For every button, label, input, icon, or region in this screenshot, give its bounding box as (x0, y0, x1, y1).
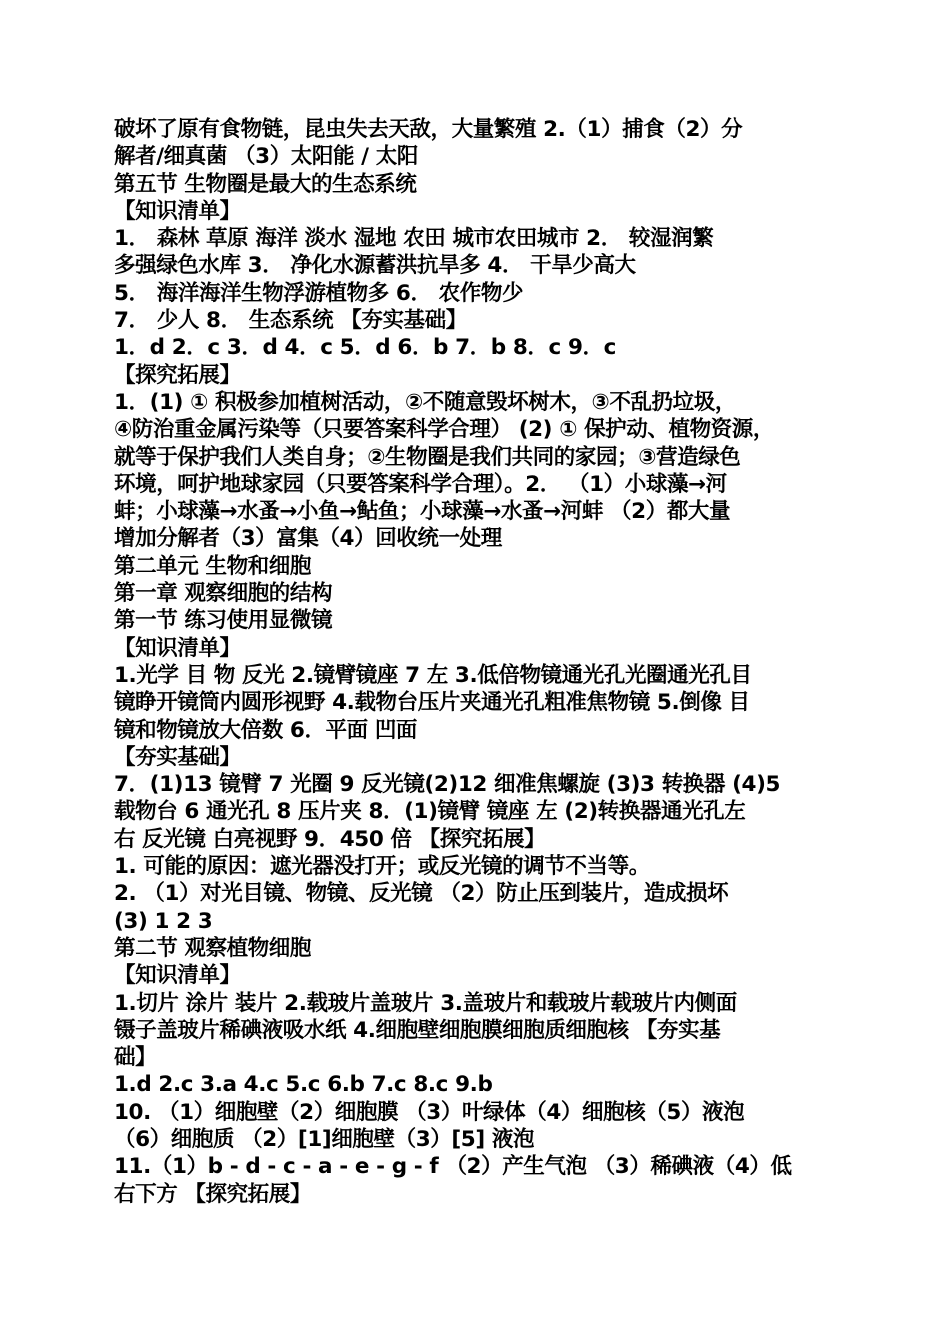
unit-heading: 第二单元 生物和细胞 (114, 553, 311, 579)
text-line: 环境，呵护地球家园（只要答案科学合理）。2． （1）小球藻→河 (114, 471, 727, 497)
section-heading: 第一节 练习使用显微镜 (114, 608, 333, 634)
text-line: 7．(1)13 镜臂 7 光圈 9 反光镜(2)12 细准焦螺旋 (3)3 转换器 (4)5 (114, 772, 781, 798)
text-line: 载物台 6 通光孔 8 压片夹 8．(1)镜臂 镜座 左 (2)转换器通光孔左 (114, 799, 746, 825)
text-line: 5． 海洋海洋生物浮游植物多 6． 农作物少 (114, 280, 524, 306)
text-line: 镜睁开镜筒内圆形视野 4.载物台压片夹通光孔粗准焦物镜 5.倒像 目 (114, 690, 750, 716)
text-line: 1．d 2．c 3．d 4．c 5．d 6．b 7．b 8．c 9．c (114, 335, 616, 361)
text-line: 1. 可能的原因：遮光器没打开；或反光镜的调节不当等。 (114, 854, 650, 880)
text-line: (3) 1 2 3 (114, 908, 213, 934)
subsection-heading: 【探究拓展】 (114, 362, 241, 388)
subsection-heading: 【知识清单】 (114, 635, 241, 661)
text-line: 1． 森林 草原 海洋 淡水 湿地 农田 城市农田城市 2． 较湿润繁 (114, 226, 714, 252)
text-line: 11.（1）b - d - c - a - e - g - f （2）产生气泡 （3）稀碘液（4）低 (114, 1154, 792, 1180)
section-heading: 第五节 生物圈是最大的生态系统 (114, 171, 417, 197)
text-line: 解者/细真菌 （3）太阳能 / 太阳 (114, 144, 418, 170)
text-line: 7． 少人 8． 生态系统 【夯实基础】 (114, 308, 467, 334)
text-line: 镊子盖玻片稀碘液吸水纸 4.细胞壁细胞膜细胞质细胞核 【夯实基 (114, 1017, 721, 1043)
chapter-heading: 第一章 观察细胞的结构 (114, 581, 333, 607)
text-line: 多强绿色水库 3． 净化水源蓄洪抗旱多 4． 干旱少高大 (114, 253, 636, 279)
answer-page (114, 116, 844, 1208)
text-line: 镜和物镜放大倍数 6．平面 凹面 (114, 717, 418, 743)
text-line: 10. （1）细胞壁（2）细胞膜 （3）叶绿体（4）细胞核（5）液泡 (114, 1099, 745, 1125)
text-line: 蚌；小球藻→水蚤→小鱼→鲇鱼；小球藻→水蚤→河蚌 （2）都大量 (114, 499, 731, 525)
subsection-heading: 【知识清单】 (114, 963, 241, 989)
text-line: 1.光学 目 物 反光 2.镜臂镜座 7 左 3.低倍物镜通光孔光圈通光孔目 (114, 662, 752, 688)
text-line: 2. （1）对光目镜、物镜、反光镜 （2）防止压到装片，造成损坏 (114, 881, 729, 907)
text-line: 1.切片 涂片 装片 2.载玻片盖玻片 3.盖玻片和载玻片载玻片内侧面 (114, 990, 737, 1016)
text-line: 增加分解者（3）富集（4）回收统一处理 (114, 526, 502, 552)
text-line: 右下方 【探究拓展】 (114, 1181, 311, 1207)
text-line: 1.d 2.c 3.a 4.c 5.c 6.b 7.c 8.c 9.b (114, 1072, 493, 1098)
text-line: 1．(1) ① 积极参加植树活动，②不随意毁坏树木，③不乱扔垃圾， (114, 389, 736, 415)
text-line: 就等于保护我们人类自身；②生物圈是我们共同的家园；③营造绿色 (114, 444, 741, 470)
text-line: （6）细胞质 （2）[1]细胞壁（3）[5] 液泡 (114, 1126, 535, 1152)
subsection-heading: 【知识清单】 (114, 198, 241, 224)
text-line: 础】 (114, 1045, 157, 1071)
section-heading: 第二节 观察植物细胞 (114, 935, 311, 961)
text-line: 右 反光镜 白亮视野 9．450 倍 【探究拓展】 (114, 826, 546, 852)
text-line: 破坏了原有食物链，昆虫失去天敌，大量繁殖 2.（1）捕食（2）分 (114, 117, 743, 142)
text-line: ④防治重金属污染等（只要答案科学合理） (2) ① 保护动、植物资源， (114, 417, 774, 443)
subsection-heading: 【夯实基础】 (114, 744, 241, 770)
